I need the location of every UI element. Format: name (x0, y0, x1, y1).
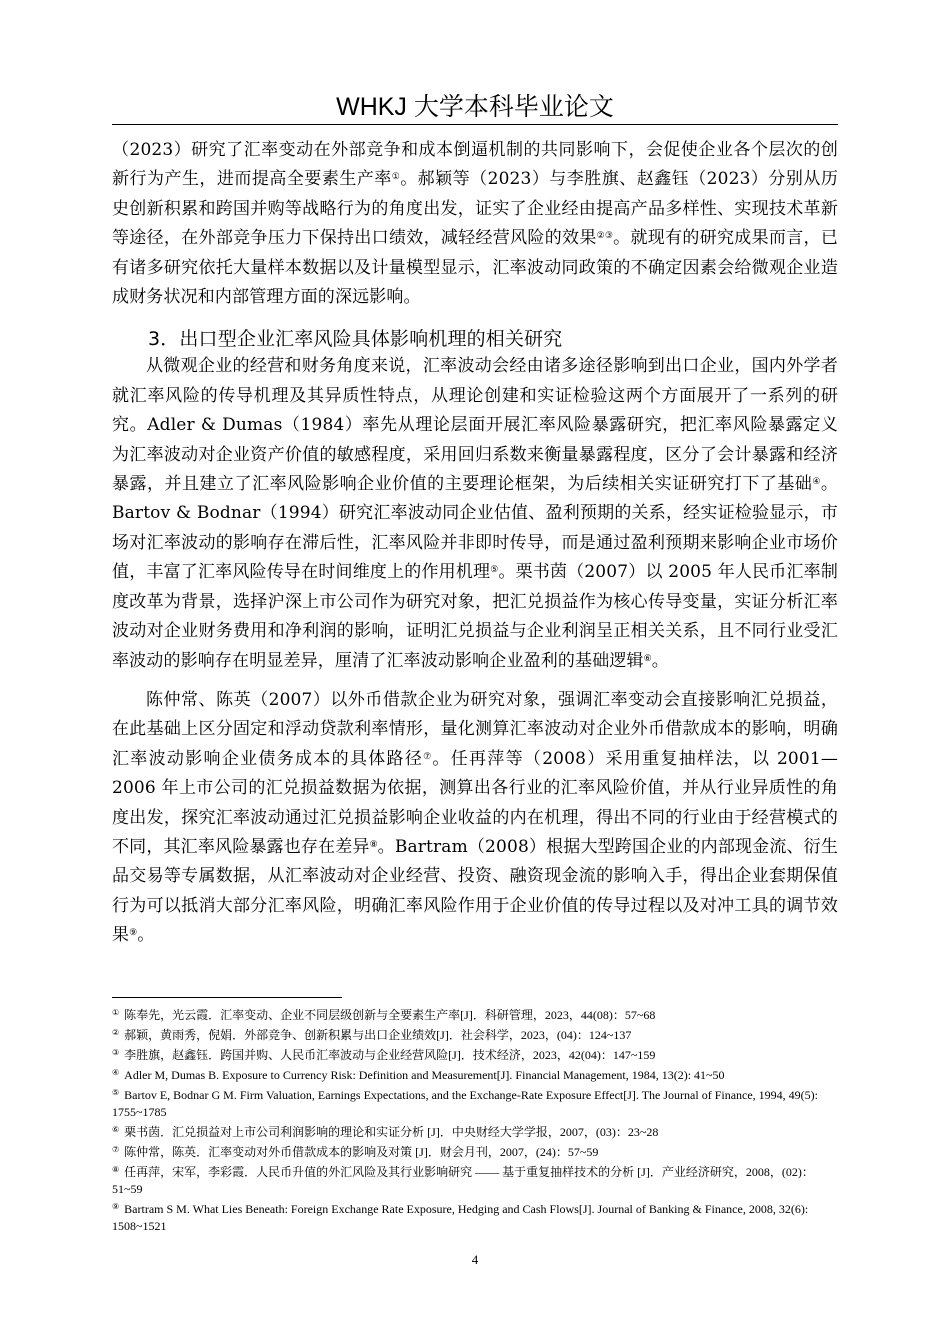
footnote (112, 1141, 838, 1161)
footnote (112, 1121, 838, 1141)
footnote (112, 1004, 838, 1024)
text-run: 。栗书茵（2007）以 2005 年人民币汇率制度改革为背景，选择沪深上市公司作为研究对象，把汇兑损益作为核心传导变量，实证分析汇率波动对企业财务费用和净利润的影响，证明汇兑损益与企业利润呈正相关关系，且不同行业受汇率波动的影响存在明显差异，厘清了汇率波动影响企业盈利的基础逻辑 (112, 562, 838, 671)
header-rule (112, 124, 838, 125)
footnote-mark: ⑨ (112, 1202, 120, 1211)
footnote-text: Bartov E, Bodnar G M. Firm Valuation, Earnings Expectations, and the Exchange-Rate Exposure Effect[J]. The Journal of Finance, 1994, 49(5): 1755~1785 (112, 1088, 819, 1119)
footnote-text: 郝颖，黄雨秀，倪娟．外部竞争、创新积累与出口企业绩效[J]．社会科学，2023，(04)：124~137 (124, 1028, 632, 1042)
footnote-mark: ④ (112, 1068, 120, 1077)
footnote-ref[interactable]: ②③ (596, 231, 614, 242)
footnote-ref[interactable]: ⑥ (643, 653, 652, 664)
paragraph-2 (112, 686, 838, 951)
footnote-ref[interactable]: ⑧ (369, 839, 378, 850)
text-run: 从微观企业的经营和财务角度来说，汇率波动会经由诸多途径影响到出口企业，国内外学者就汇率风险的传导机理及其异质性特点，从理论创建和实证检验这两个方面展开了一系列的研究。Adler & Dumas（1984）率先从理论层面开展汇率风险暴露研究，把汇率风险暴露定义为汇率波动对企业资产价值的敏感程度，采用回归系数来衡量暴露程度，区分了会计暴露和经济暴露，并且建立了汇率风险影响企业价值的主要理论框架，为后续相关实证研究打下了基础 (112, 356, 838, 495)
footnote-text: 李胜旗，赵鑫钰．跨国并购、人民币汇率波动与企业经营风险[J]．技术经济，2023，42(04)：147~159 (124, 1048, 656, 1062)
footnote-mark: ⑧ (112, 1165, 120, 1174)
footnote (112, 1198, 838, 1235)
footnotes (112, 1004, 838, 1235)
text-run: 。郝颖等（2023）与李胜旗、赵鑫钰（2023）分别从历史创新积累和跨国并购等战略行为的角度出发，证实了企业经由提高产品多样性、实现技术革新等途径，在外部竞争压力下保持出口绩效，减轻经营风险的效果 (112, 169, 838, 249)
footnote-ref[interactable]: ⑦ (423, 751, 433, 762)
text-run: 。 (651, 650, 669, 671)
footnote-text: 栗书茵．汇兑损益对上市公司利润影响的理论和实证分析 [J]．中央财经大学学报，2007，(03)：23~28 (124, 1125, 659, 1139)
text-run: 。任再萍等（2008）采用重复抽样法，以 2001—2006 年上市公司的汇兑损益数据为依据，测算出各行业的汇率风险价值，并从行业异质性的角度出发，探究汇率波动通过汇兑损益影响企业收益的内在机理，得出不同的行业由于经营模式的不同，其汇率风险暴露也存在差异 (112, 748, 838, 857)
text-run: 。Bartov & Bodnar（1994）研究汇率波动同企业估值、盈利预期的关系，经实证检验显示，市场对汇率波动的影响存在滞后性，汇率风险并非即时传导，而是通过盈利预期来影响企业市场价值，丰富了汇率风险传导在时间维度上的作用机理 (112, 474, 838, 583)
footnote-ref[interactable]: ⑤ (490, 565, 499, 576)
footnote-mark: ⑥ (112, 1125, 120, 1134)
paragraph-intro (112, 136, 838, 312)
footnote (112, 1084, 838, 1121)
footnote-separator (112, 997, 342, 998)
footnote-mark: ② (112, 1028, 120, 1037)
text-run: 。 (137, 925, 155, 946)
footnote (112, 1161, 838, 1198)
page-number: 4 (471, 1252, 479, 1267)
footnote-ref[interactable]: ⑨ (129, 928, 138, 939)
body-text (112, 136, 838, 951)
footnote-text: 任再萍，宋军，李彩霞．人民币升值的外汇风险及其行业影响研究 —— 基于重复抽样技术的分析 [J]．产业经济研究，2008，(02)：51~59 (112, 1165, 814, 1196)
paragraph-1 (112, 352, 838, 675)
page-header-title: WHKJ 大学本科毕业论文 (336, 93, 614, 121)
text-run: （2023）研究了汇率变动在外部竞争和成本倒逼机制的共同影响下，会促使企业各个层次的创新行为产生，进而提高全要素生产率 (112, 140, 838, 190)
footnote-text: 陈奉先，光云霞．汇率变动、企业不同层级创新与全要素生产率[J]．科研管理，2023，44(08)：57~68 (124, 1008, 656, 1022)
footnote-text: 陈仲常，陈英．汇率变动对外币借款成本的影响及对策 [J]．财会月刊，2007，(24)：57~59 (124, 1145, 599, 1159)
footnote-mark: ⑤ (112, 1088, 120, 1097)
footnote-text: Adler M, Dumas B. Exposure to Currency Risk: Definition and Measurement[J]. Financial Management, 1984, 13(2): 41~50 (124, 1068, 725, 1082)
footnote-ref[interactable]: ④ (812, 477, 821, 488)
footnote-mark: ③ (112, 1048, 120, 1057)
section-heading: 3．出口型企业汇率风险具体影响机理的相关研究 (148, 328, 563, 351)
footnote-text: Bartram S M. What Lies Beneath: Foreign Exchange Rate Exposure, Hedging and Cash Flows[J]. Journal of Banking & Finance, 2008, 32(6): 1508~1521 (112, 1202, 809, 1233)
footnote-ref[interactable]: ① (391, 172, 401, 183)
text-run: 。Bartram（2008）根据大型跨国企业的内部现金流、衍生品交易等专属数据，从汇率波动对企业经营、投资、融资现金流的影响入手，得出企业套期保值行为可以抵消大部分汇率风险，明确汇率风险作用于企业价值的传导过程以及对冲工具的调节效果 (112, 836, 838, 946)
footnote (112, 1044, 838, 1064)
text-run: 。就现有的研究成果而言，已有诸多研究依托大量样本数据以及计量模型显示，汇率波动同政策的不确定因素会给微观企业造成财务状况和内部管理方面的深远影响。 (112, 228, 839, 308)
text-run: 陈仲常、陈英（2007）以外币借款企业为研究对象，强调汇率变动会直接影响汇兑损益，在此基础上区分固定和浮动贷款利率情形，量化测算汇率波动对企业外币借款成本的影响，明确汇率波动影响企业债务成本的具体路径 (112, 689, 838, 769)
footnote (112, 1024, 838, 1044)
footnote-mark: ① (112, 1008, 120, 1017)
footnote (112, 1064, 838, 1084)
footnote-mark: ⑦ (112, 1145, 120, 1154)
